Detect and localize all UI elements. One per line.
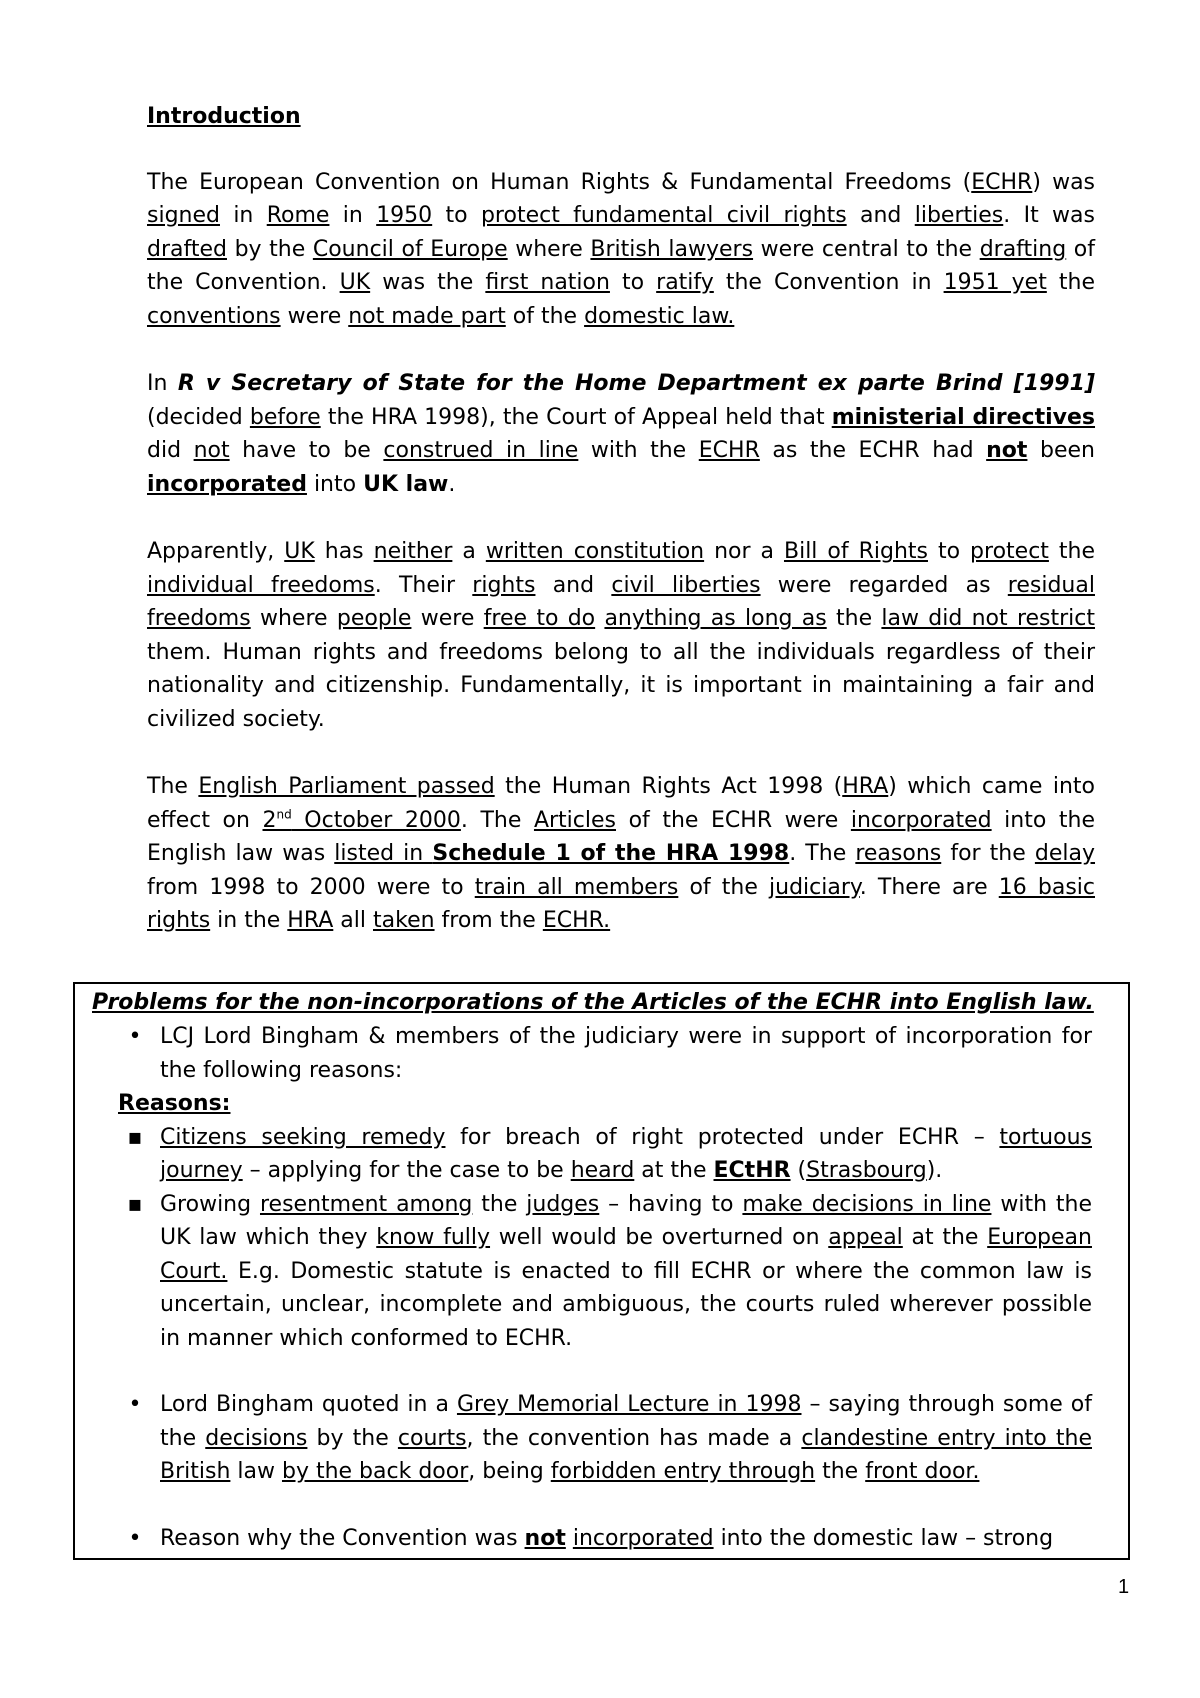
underlined-term: forbidden entry through [550,1459,816,1484]
underlined-term: English Parliament passed [198,774,495,799]
text-run: Reason why the Convention was [160,1525,525,1551]
underlined-term: domestic law. [584,303,735,329]
underlined-term: reasons [855,841,942,866]
underlined-term: delay [1034,841,1096,866]
text-run: where [250,606,337,631]
underlined-term: judges [526,1191,600,1217]
underlined-term: Citizens seeking remedy [160,1124,446,1150]
text-run: where [507,236,591,262]
text-run: (decided [147,404,250,430]
text-run: has [314,539,374,564]
underlined-date [263,808,461,833]
underlined-term: residual freedoms [147,572,1095,631]
text-run: E.g. Domestic statute is enacted to fill ECHR or where the common law is uncertain, unclear, incomplete and ambiguous, the courts ruled wherever possible in manner which conformed to ECHR. [160,1258,1092,1351]
underlined-term: 1951 yet [943,270,1047,295]
text-run: all [333,908,373,933]
text-run: into [306,471,364,497]
list-item [75,1522,1130,1556]
underlined-term: written constitution [485,539,705,564]
text-run: . There are [859,874,999,900]
text-run: of the [678,874,770,900]
underlined-term: ratify [656,270,714,295]
text-run: – having to [599,1191,743,1217]
text-run: ). [926,1158,943,1183]
text-run: with the [578,438,699,463]
text-run: . The [460,807,534,833]
text-run: into the domestic law – strong [713,1525,1054,1551]
text-run: at the [902,1225,988,1250]
bold-underlined-term: incorporated [147,471,307,497]
bold-underlined-term: ministerial directives [831,404,1096,430]
text-run: a [452,539,486,564]
bold-underlined-term: ECtHR [713,1158,791,1183]
paragraph-residual-freedoms [147,535,1095,736]
underlined-term: train all members [474,874,679,900]
spacer [75,1489,1130,1522]
text-run: ( [790,1158,807,1183]
text-run: and [535,572,612,598]
underlined-term: Council of Europe [312,236,508,262]
paragraph-brind-case [147,367,1095,501]
section-heading: Introduction [147,104,301,129]
text-run: were central to the [753,236,980,262]
text-run: . The [789,841,856,866]
underlined-term: before [249,404,321,430]
text-run: In [147,371,178,396]
text-run: in the [210,908,288,933]
underlined-term: protect fundamental civil rights [480,203,847,228]
text-run: to [609,270,657,295]
text-run: , being [468,1459,551,1484]
underlined-term: tortuous journey [160,1124,1092,1183]
round-bullet-icon: • [128,1525,142,1551]
underlined-term: first nation [485,270,610,295]
underlined-term: neither [373,539,453,564]
underlined-term: European Court. [160,1225,1092,1284]
text-run: the [826,606,882,631]
text-run: for breach of right protected under ECHR – [445,1124,1000,1150]
square-bullet-icon: ▪ [127,1124,143,1150]
underlined-term: incorporated [572,1525,714,1551]
underlined-term: by the back door [281,1459,469,1484]
underlined-term: signed [147,203,220,228]
text-run: were regarded as [760,572,1008,598]
underlined-term: heard [570,1158,635,1183]
text-run [566,1526,573,1551]
text-run: – applying for the case to be [242,1158,571,1183]
text-run: of the ECHR were [616,807,851,833]
underlined-term: judiciary [769,874,860,900]
text-run: did [147,438,194,463]
text-run: with the UK law which they [160,1191,1093,1250]
text-run: to [927,539,971,564]
underlined-term: British lawyers [590,236,754,262]
paragraph-echr-history [147,166,1095,334]
underlined-term: not [193,438,230,463]
text-run: as the ECHR had [759,438,987,463]
underlined-term: incorporated [850,807,992,833]
text-run: . Their [374,572,473,598]
underlined-term: HRA [842,774,889,799]
case-citation: R v Secretary of State for the Home Department ex parte Brind [1991] [177,371,1095,396]
text-run: by the [307,1425,398,1451]
underlined-term: make decisions in line [742,1191,992,1217]
text-run: well would be overturned on [490,1225,829,1250]
list-item-text: LCJ Lord Bingham & members of the judiciary were in support of incorporation for the following reasons: [160,1024,1092,1083]
text-run: October 2000 [291,807,461,833]
bold-underlined-term: not [986,438,1028,463]
underlined-term: law did not restrict [881,606,1096,631]
underlined-term: not made part [348,303,506,329]
text-run: have to be [229,438,384,463]
text-run: been [1027,438,1095,463]
list-item [75,1388,1130,1489]
text-run: at the [634,1158,714,1183]
round-bullet-icon: • [128,1024,142,1049]
bold-underlined-term: not [524,1525,566,1551]
problems-box [73,982,1130,1560]
list-item [75,1121,1130,1188]
underlined-term: free to do [483,606,596,631]
underlined-term: Articles [533,807,616,833]
text-run: the [1046,270,1095,295]
text-run: Lord Bingham quoted in a [160,1392,457,1417]
underlined-term: Rome [266,203,330,228]
underlined-term: UK [284,539,315,564]
text-run: by the [226,236,313,262]
text-run: into the English law was [147,807,1095,866]
underlined-term: clandestine entry into the British [160,1425,1092,1484]
underlined-term: appeal [828,1225,903,1250]
underlined-term: 1950 [376,203,433,228]
underlined-term: protect [970,539,1049,564]
underlined-term: courts [397,1425,467,1451]
text-run: ) was [1032,169,1096,195]
text-run: in [219,203,267,228]
spacer [75,1355,1130,1388]
text-run: – saying through some of the [160,1392,1092,1451]
text-run: , the convention has made a [466,1425,802,1451]
text-run: and [846,203,915,228]
underlined-term: conventions [147,303,281,329]
text-run: to [432,203,481,228]
text-run: the [1048,539,1096,564]
bold-underlined-term: Schedule 1 of the HRA 1998 [432,841,790,866]
text-run: for the [941,841,1035,866]
box-body [75,1020,1130,1555]
page-number: 1 [1118,1576,1130,1598]
underlined-term: decisions [205,1425,308,1451]
paragraph-hra-1998 [147,770,1095,938]
underlined-term: Strasbourg [806,1158,927,1183]
underlined-term: ECHR. [542,908,611,933]
underlined-term: UK [339,270,371,295]
text-run: of the [505,303,585,329]
document-body [147,100,1095,972]
box-title: Problems for the non-incorporations of the Articles of the ECHR into English law. [92,990,1094,1015]
underlined-term: drafting [979,236,1067,262]
text-run: were [280,303,349,329]
underlined-term: civil liberties [611,572,761,598]
underlined-term: Grey Memorial Lecture in 1998 [456,1392,802,1417]
underlined-term: listed in [334,841,433,866]
underlined-term: resentment among [259,1191,473,1217]
text-run: the Convention in [713,270,944,295]
text-run: from 1998 to 2000 were to [147,874,475,900]
reasons-label: Reasons: [118,1091,231,1116]
text-run: were [411,606,484,631]
underlined-term: rights [472,572,536,598]
underlined-term: front door. [865,1459,980,1484]
text-run: them. Human rights and freedoms belong to all the individuals regardless of their nationality and citizenship. Fundamentally, it is important in maintaining a fair and civilized society. [147,639,1095,732]
square-bullet-icon: ▪ [127,1191,143,1217]
text-run: ) which came into effect on [147,774,1095,833]
text-run: the [815,1459,866,1484]
underlined-term: know fully [376,1225,491,1250]
text-run: . [448,471,456,497]
text-run: nor a [704,539,784,564]
text-run: law [230,1459,282,1484]
text-run: the HRA 1998), the Court of Appeal held that [320,404,832,430]
underlined-term: HRA [287,908,334,933]
text-run: the Human Rights Act 1998 ( [494,774,843,799]
underlined-term: construed in line [383,438,579,463]
text-run: of the Convention. [147,236,1095,295]
text-run: . It was [1003,203,1095,228]
text-run: The [147,774,199,799]
text-run: Apparently, [147,539,285,564]
list-item [75,1020,1130,1087]
text-run: The European Convention on Human Rights & Fundamental Freedoms ( [147,169,972,195]
list-item [75,1188,1130,1356]
bold-term: UK law [363,471,449,497]
underlined-term: people [336,606,412,631]
text-run: in [329,203,377,228]
text-run: 2 [262,807,277,833]
text-run: from the [434,908,543,933]
underlined-term: liberties [914,203,1004,228]
underlined-term: anything as long as [604,606,827,631]
text-run: was the [370,270,486,295]
text-run: the [472,1191,527,1217]
round-bullet-icon: • [128,1392,142,1417]
underlined-term: individual freedoms [147,572,375,598]
underlined-term: 16 basic rights [147,874,1095,933]
underlined-term: ECHR [971,169,1033,195]
ordinal-suffix: nd [276,807,292,822]
underlined-term: taken [373,908,435,933]
underlined-term: Bill of Rights [783,539,928,564]
text-run: Growing [160,1191,260,1217]
underlined-term: drafted [147,236,227,262]
underlined-term: ECHR [698,438,760,463]
